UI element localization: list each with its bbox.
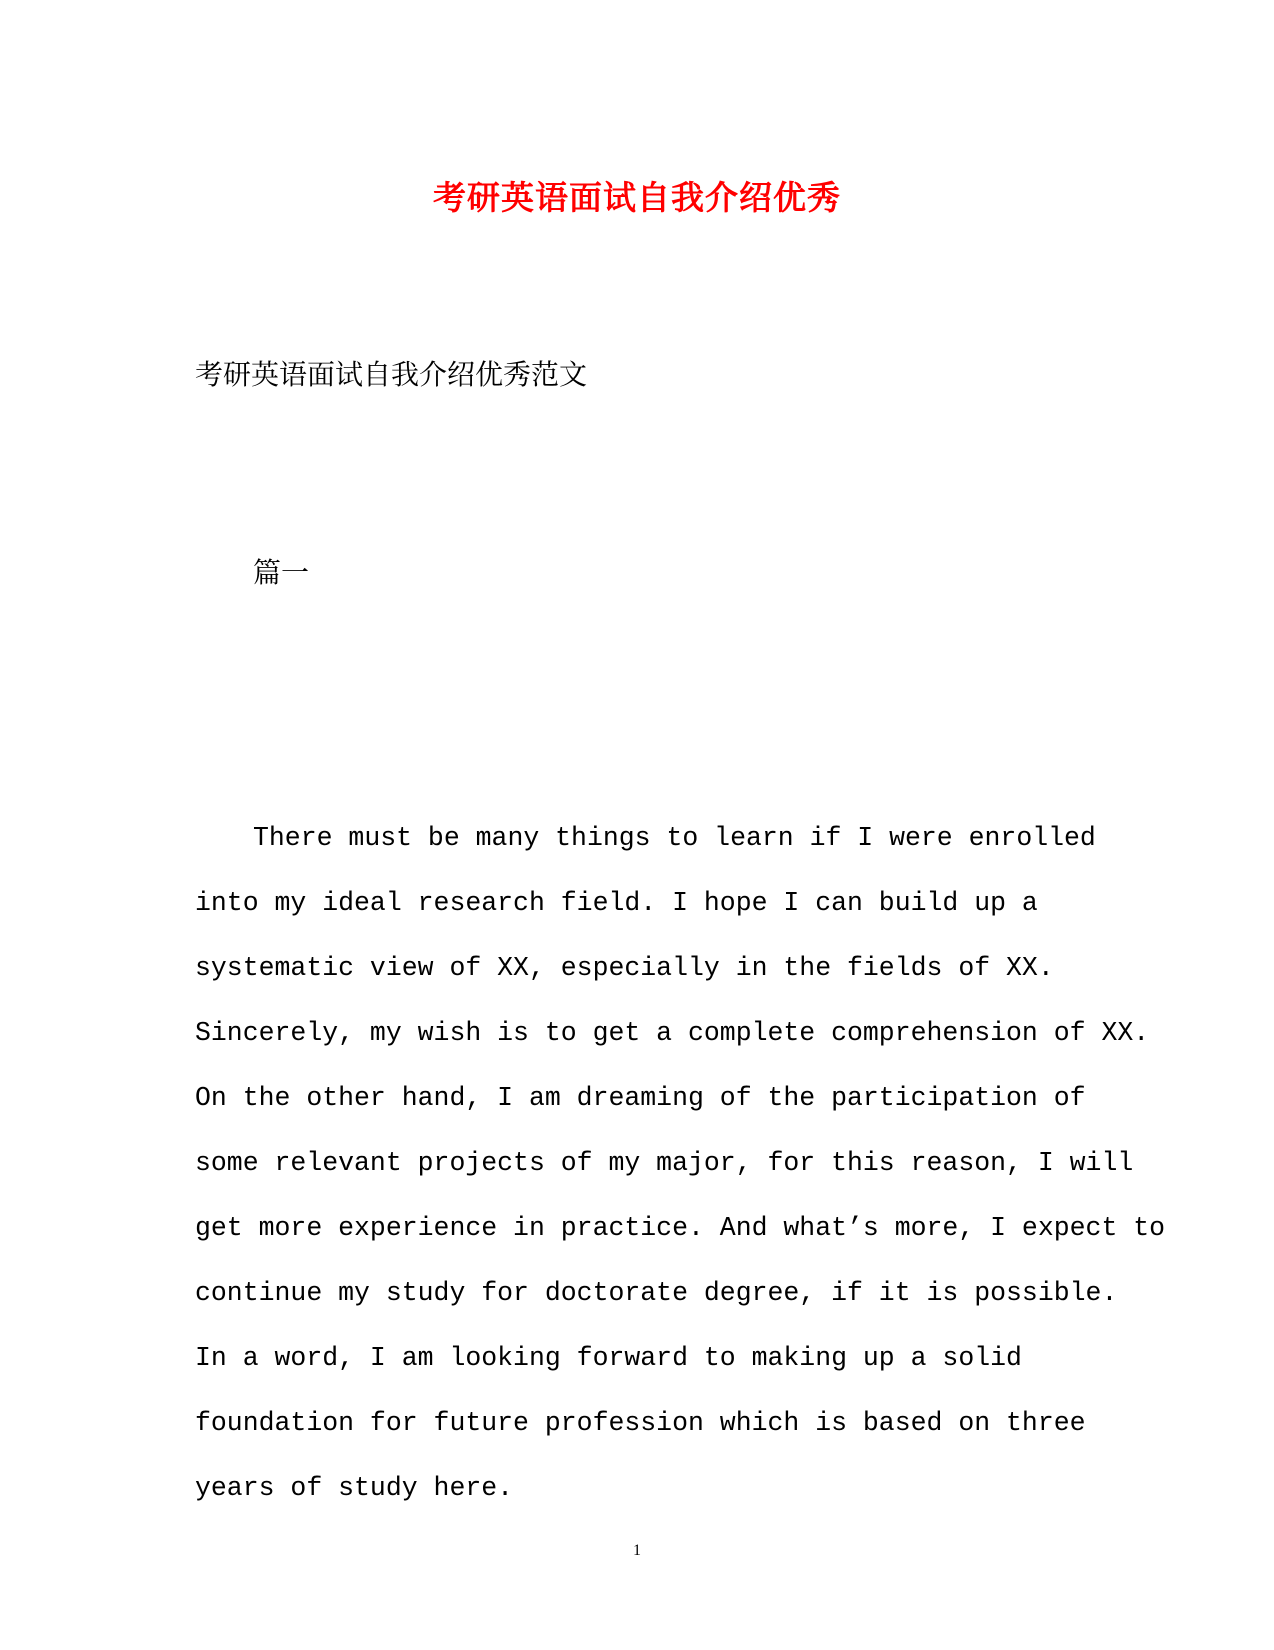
paragraph-line: into my ideal research field. I hope I can build up a — [195, 888, 1038, 918]
paragraph-line: continue my study for doctorate degree, if it is possible. — [195, 1278, 1118, 1308]
section-label: 篇一 — [253, 556, 310, 589]
paragraph-line: foundation for future profession which is based on three — [195, 1408, 1086, 1438]
paragraph-line: On the other hand, I am dreaming of the participation of — [195, 1083, 1086, 1113]
paragraph-line: In a word, I am looking forward to making up a solid — [195, 1343, 1022, 1373]
document-subtitle: 考研英语面试自我介绍优秀范文 — [195, 358, 588, 391]
paragraph-line: Sincerely, my wish is to get a complete comprehension of XX. — [195, 1018, 1150, 1048]
paragraph-line: some relevant projects of my major, for this reason, I will — [195, 1148, 1134, 1178]
paragraph-line: There must be many things to learn if I were enrolled — [253, 823, 1096, 853]
paragraph-line: get more experience in practice. And what’s more, I expect to — [195, 1213, 1166, 1243]
paragraph-line: systematic view of XX, especially in the fields of XX. — [195, 953, 1054, 983]
body-paragraph — [195, 806, 1166, 1521]
page-number: 1 — [633, 1542, 641, 1559]
paragraph-line: years of study here. — [195, 1473, 514, 1503]
document-title: 考研英语面试自我介绍优秀 — [433, 178, 841, 217]
